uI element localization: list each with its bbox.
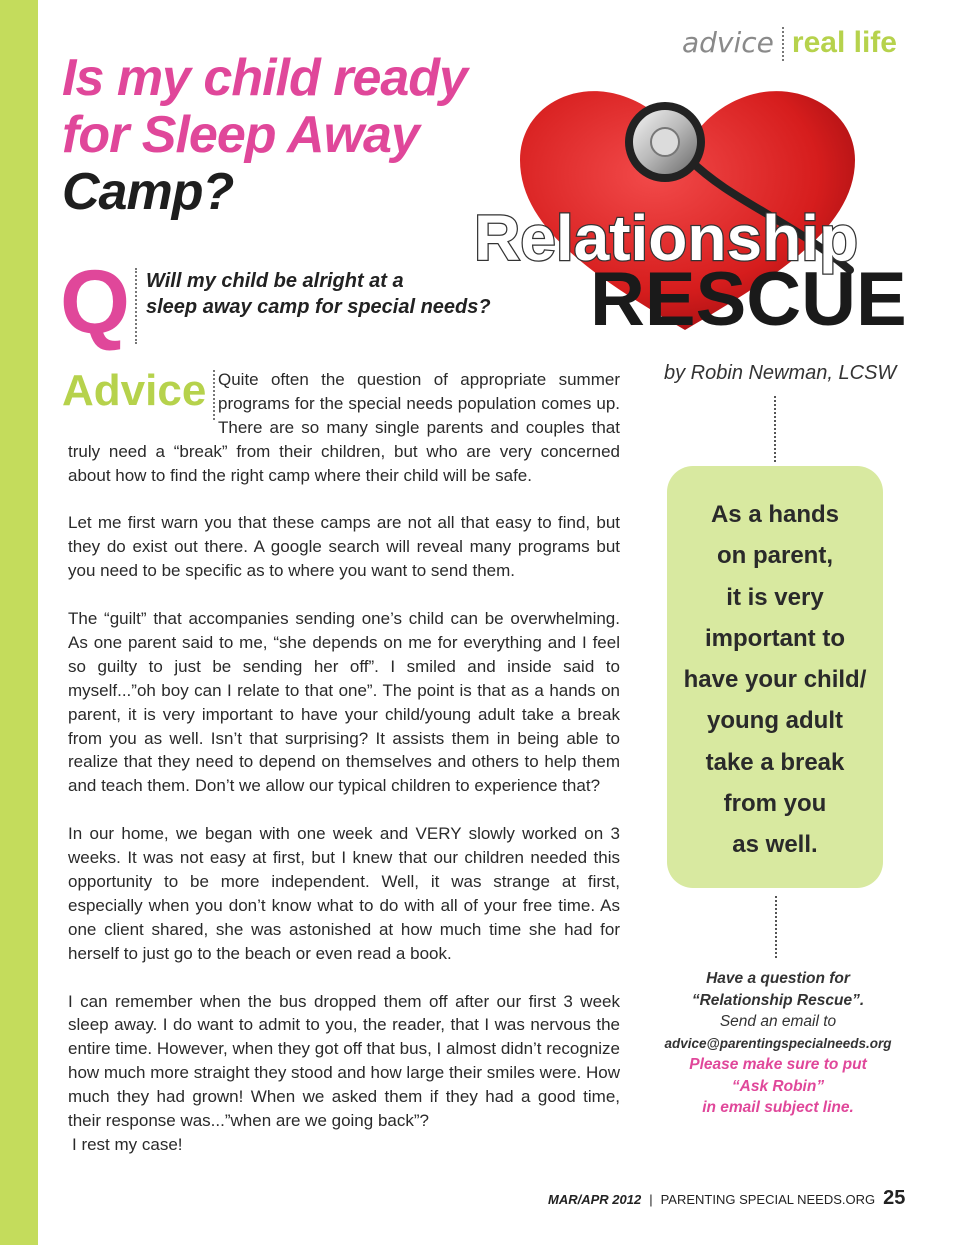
contact-email-link[interactable]: advice@parentingspecialneeds.org <box>664 1035 892 1051</box>
section-divider <box>782 27 784 61</box>
contact-box <box>660 968 896 1119</box>
pull-quote-line: it is very <box>726 583 824 611</box>
pull-quote-line: As a hands <box>710 501 840 528</box>
body-paragraph-1-text: Quite often the question of appropriate summer programs for the special needs population comes up. There are so many single parents and couples that truly need a “break” from their children, but who are very concerned about how to find the right camp where their child will be safe. <box>68 370 620 485</box>
body-paragraph-1 <box>68 368 620 488</box>
title-line-2: for Sleep Away <box>62 106 419 164</box>
advice-heading: Advice <box>62 366 207 415</box>
question-line-1: Will my child be alright at a <box>146 270 404 292</box>
article-title <box>62 50 502 221</box>
contact-line-1: Have a question for <box>706 970 850 987</box>
title-line-3: Camp? <box>62 163 234 221</box>
question-line-2: sleep away camp for special needs? <box>146 296 491 318</box>
footer-site: PARENTING SPECIAL NEEDS.ORG <box>660 1192 876 1207</box>
pull-quote-line: from you <box>723 790 827 818</box>
pull-quote-line: have your child/ <box>683 666 867 694</box>
pull-quote-line: take a break <box>705 748 845 776</box>
section-header <box>682 26 897 61</box>
article-body <box>68 368 620 1181</box>
title-line-1: Is my child ready <box>62 49 467 107</box>
body-paragraph-5: I can remember when the bus dropped them off after our first 3 week sleep away. I do want to admit to you, the reader, that I was nervous the entire time. However, when they got off that bus, I almost didn’t recognize how much more straight they stood and how large their smiles were. How much they had grown! When we asked them if they had a good time, their response was...”when are we going back”? <box>68 991 620 1131</box>
body-paragraph-4: In our home, we began with one week and VERY slowly worked on 3 weeks. It was not easy at first, but I knew that our children needed this opportunity to be more independent. Well, it was strange at first, especially when you don’t know what to do with all of your free time. As one client shared, she was astonished at how much time she had for herself to just go to the beach or even read a book. <box>68 824 620 963</box>
footer-date: MAR/APR 2012 <box>548 1192 642 1207</box>
pull-quote-box <box>667 466 883 888</box>
body-paragraph-2: Let me first warn you that these camps are not all that easy to find, but they do exist out there. A google search will reveal many programs but you need to be specific as to where you want to send them. <box>68 513 620 581</box>
logo-rescue-text: RESCUE <box>590 257 907 342</box>
byline: by Robin Newman, LCSW <box>664 362 897 384</box>
contact-note-3: in email subject line. <box>702 1099 854 1116</box>
pull-quote-line: young adult <box>707 707 843 735</box>
relationship-rescue-logo <box>460 70 910 350</box>
dotted-rule-bottom <box>775 896 777 958</box>
dotted-rule-top <box>774 396 776 462</box>
contact-note-2: “Ask Robin” <box>731 1077 825 1095</box>
question-mark-q: Q <box>60 253 131 353</box>
pull-quote-line: as well. <box>732 831 818 859</box>
contact-note-1: Please make sure to put <box>689 1056 867 1073</box>
section-advice: advice <box>682 26 774 59</box>
contact-line-2: “Relationship Rescue”. <box>691 991 865 1009</box>
pull-quote-line: on parent, <box>716 542 833 570</box>
body-paragraph-3: The “guilt” that accompanies sending one’s child can be overwhelming. As one parent said to me, “she depends on me for everything and I feel so guilty to just be sending her off”. I smiled and inside said to myself...”oh boy can I relate to that one”. The point is that as a hands on parent, it is very important to have your child/young adult take a break from you as well. Isn’t that surprising? It assists them in being able to realize that they need to depend on themselves and others to help them and teach them. Don’t we allow our typical children to experience that? <box>68 609 620 796</box>
logo-relationship-text: Relationship <box>474 202 859 274</box>
question-divider <box>135 268 137 344</box>
pull-quote-text <box>667 494 883 866</box>
page-side-bar <box>0 0 38 1245</box>
contact-line-3: Send an email to <box>719 1013 837 1030</box>
question-text <box>146 268 526 320</box>
page-number: 25 <box>883 1187 906 1209</box>
page-footer: MAR/APR 2012 | PARENTING SPECIAL NEEDS.ORG 25 <box>548 1187 906 1209</box>
pull-quote-line: important to <box>705 624 845 652</box>
body-paragraph-6: I rest my case! <box>72 1134 183 1154</box>
section-real-life: real life <box>791 26 897 59</box>
